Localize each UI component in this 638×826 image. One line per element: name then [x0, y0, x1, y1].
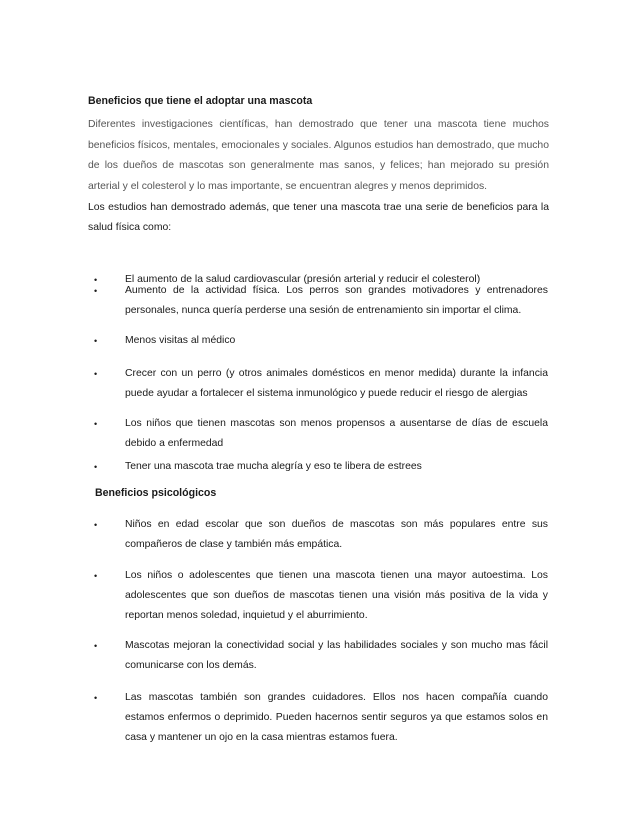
bullet-icon: • — [94, 419, 98, 429]
bullet-icon: • — [94, 520, 98, 530]
physical-intro-paragraph: Los estudios han demostrado además, que tener una mascota trae una serie de beneficios para la salud física como: — [88, 202, 549, 233]
intro-paragraph: Diferentes investigaciones científicas, han demostrado que tener una mascota tiene muchos beneficios físicos, mentales, emocionales y sociales. Algunos estudios han demostrado, que mucho de los dueños de mascotas son generalmente mas sanos, y felices; han mejorado su presión arterial y el colesterol y lo mas importante, se encuentran alegres y menos deprimidos. — [88, 119, 549, 192]
bullet-icon: • — [94, 336, 98, 346]
list-item-text: El aumento de la salud cardiovascular (presión arterial y reducir el colesterol) — [125, 274, 481, 285]
list-item-text: Los niños que tienen mascotas son menos propensos a ausentarse de días de escuela debido a enfermedad — [125, 418, 548, 449]
list-item-text: Mascotas mejoran la conectividad social y las habilidades sociales y son mucho mas fácil comunicarse con los demás. — [125, 640, 548, 671]
bullet-icon: • — [94, 693, 98, 703]
list-item-text: Niños en edad escolar que son dueños de mascotas son más populares entre sus compañeros de clase y también más empática. — [125, 519, 548, 550]
list-item-text: Aumento de la actividad física. Los perros son grandes motivadores y entrenadores personales, nunca quería perderse una sesión de entrenamiento sin importar el clima. — [125, 285, 548, 316]
bullet-icon: • — [94, 275, 98, 285]
list-item-text: Los niños o adolescentes que tienen una mascota tienen una mayor autoestima. Los adolescentes que son dueños de mascotas tienen una visión más positiva de la vida y reportan menos soledad, inquietud y el aburrimiento. — [125, 570, 548, 621]
document-title: Beneficios que tiene el adoptar una mascota — [88, 95, 313, 107]
list-item-text: Tener una mascota trae mucha alegría y eso te libera de estrees — [125, 461, 422, 472]
bullet-icon: • — [94, 641, 98, 651]
bullet-icon: • — [94, 369, 98, 379]
psych-subheading: Beneficios psicológicos — [95, 487, 217, 499]
bullet-icon: • — [94, 462, 98, 472]
list-item-text: Las mascotas también son grandes cuidadores. Ellos nos hacen compañía cuando estamos enfermos o deprimido. Pueden hacernos sentir seguros ya que estamos solos en casa y mantener un ojo en la casa mientras estamos fuera. — [125, 692, 548, 743]
list-item-text: Crecer con un perro (y otros animales domésticos en menor medida) durante la infancia puede ayudar a fortalecer el sistema inmunológico y puede reducir el riesgo de alergias — [125, 368, 548, 399]
list-item-text: Menos visitas al médico — [125, 335, 236, 346]
bullet-icon: • — [94, 286, 98, 296]
bullet-icon: • — [94, 571, 98, 581]
